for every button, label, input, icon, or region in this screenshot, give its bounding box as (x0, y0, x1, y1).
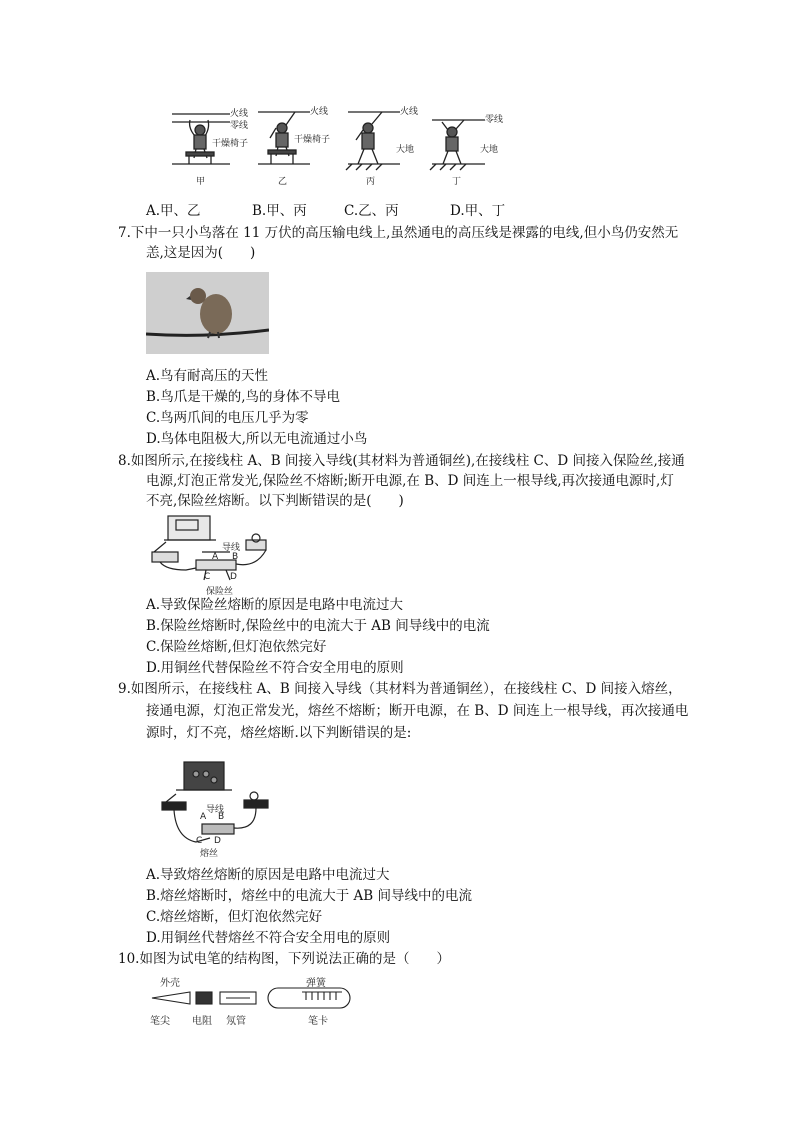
q7-option-a: A.鸟有耐高压的天性 (146, 368, 269, 384)
q9-stem-line-2: 接通电源，灯泡正常发光，熔丝不熔断；断开电源，在 B、D 间连上一根导线，再次接通电 (146, 703, 689, 719)
q7-option-d: D.鸟体电阻极大,所以无电流通过小鸟 (146, 431, 368, 447)
figure-q6 (160, 100, 510, 192)
q9-stem-line-3: 源时，灯不亮，熔丝熔断.以下判断错误的是: (146, 725, 412, 741)
q10-fig-neon-label: 氖管 (226, 1016, 246, 1027)
q8-stem-line-1: 8.如图所示,在接线柱 A、B 间接入导线(其材料为普通铜丝),在接线柱 C、D 间接入保险丝,接通 (118, 453, 685, 469)
q8-option-b: B.保险丝熔断时,保险丝中的电流大于 AB 间导线中的电流 (146, 618, 490, 634)
q6-option-d: D.甲、丁 (450, 203, 506, 219)
panel-3-caption: 丙 (366, 177, 376, 187)
q7-stem-line-1: 7.下中一只小鸟落在 11 万伏的高压输电线上,虽然通电的高压线是裸露的电线,但小鸟仍安然无 (118, 225, 679, 241)
q6-option-b: B.甲、丙 (252, 203, 307, 219)
panel-1-label-3: 干燥椅子 (212, 139, 249, 149)
figure-q10 (146, 974, 358, 1026)
q6-option-c: C.乙、丙 (344, 203, 399, 219)
q9-fig-b-label: B (218, 812, 225, 822)
q8-option-c: C.保险丝熔断,但灯泡依然完好 (146, 639, 327, 655)
panel-1-caption: 甲 (196, 177, 206, 187)
panel-2-caption: 乙 (278, 177, 288, 187)
figure-q8 (146, 512, 276, 596)
q8-option-a: A.导致保险丝熔断的原因是电路中电流过大 (146, 597, 404, 613)
panel-2-label-1: 火线 (310, 107, 329, 117)
q7-option-c: C.鸟两爪间的电压几乎为零 (146, 410, 309, 426)
panel-1-label-2: 零线 (230, 121, 249, 131)
q8-fig-d-label: D (230, 572, 237, 582)
q8-stem-line-3: 不亮,保险丝熔断。以下判断错误的是( ) (146, 493, 404, 509)
q9-option-d: D.用铜丝代替熔丝不符合安全用电的原则 (146, 930, 391, 946)
panel-4-label-1: 零线 (485, 115, 504, 125)
q9-option-a: A.导致熔丝熔断的原因是电路中电流过大 (146, 867, 390, 883)
q8-fig-a-label: A (212, 552, 219, 562)
q8-fig-c-label: C (204, 572, 211, 582)
q9-stem-line-1: 9.如图所示，在接线柱 A、B 间接入导线（其材料为普通铜丝），在接线柱 C、D 间接入熔丝， (118, 681, 682, 697)
q10-stem: 10.如图为试电笔的结构图，下列说法正确的是（ ） (118, 951, 450, 967)
q7-option-b: B.鸟爪是干燥的,鸟的身体不导电 (146, 389, 341, 405)
q9-fig-d-label: D (214, 836, 221, 846)
panel-1-label-1: 火线 (230, 109, 249, 119)
q10-fig-spring-label: 弹簧 (306, 978, 326, 989)
q10-fig-resistor-label: 电阻 (192, 1016, 212, 1027)
q10-fig-shell-label: 外壳 (160, 978, 180, 989)
q8-option-d: D.用铜丝代替保险丝不符合安全用电的原则 (146, 660, 404, 676)
q10-fig-tip-label: 笔尖 (150, 1016, 170, 1027)
q8-fig-wire-label: 导线 (222, 543, 241, 553)
q8-fig-b-label: B (232, 552, 239, 562)
bird-photo (146, 272, 269, 354)
q7-stem-line-2: 恙,这是因为( ) (146, 245, 256, 261)
panel-4-caption: 丁 (452, 177, 462, 187)
panel-4-label-2: 大地 (480, 145, 499, 155)
q9-fig-wire-label: 导线 (206, 805, 225, 815)
figure-q9 (156, 760, 274, 859)
panel-3-label-2: 大地 (396, 145, 415, 155)
q8-fig-fuse-label: 保险丝 (206, 587, 234, 597)
q10-fig-clip-label: 笔卡 (308, 1016, 328, 1027)
q9-fig-fuse-label: 熔丝 (200, 849, 219, 859)
q8-stem-line-2: 电源,灯泡正常发光,保险丝不熔断;断开电源,在 B、D 间连上一根导线,再次接通电源时,灯 (146, 473, 674, 489)
panel-3-label-1: 火线 (400, 107, 419, 117)
q9-fig-c-label: C (196, 836, 203, 846)
q9-fig-a-label: A (200, 812, 207, 822)
q9-option-c: C.熔丝熔断，但灯泡依然完好 (146, 909, 323, 925)
q6-option-a: A.甲、乙 (146, 203, 201, 219)
panel-2-label-2: 干燥椅子 (294, 135, 331, 145)
q9-option-b: B.熔丝熔断时，熔丝中的电流大于 AB 间导线中的电流 (146, 888, 472, 904)
